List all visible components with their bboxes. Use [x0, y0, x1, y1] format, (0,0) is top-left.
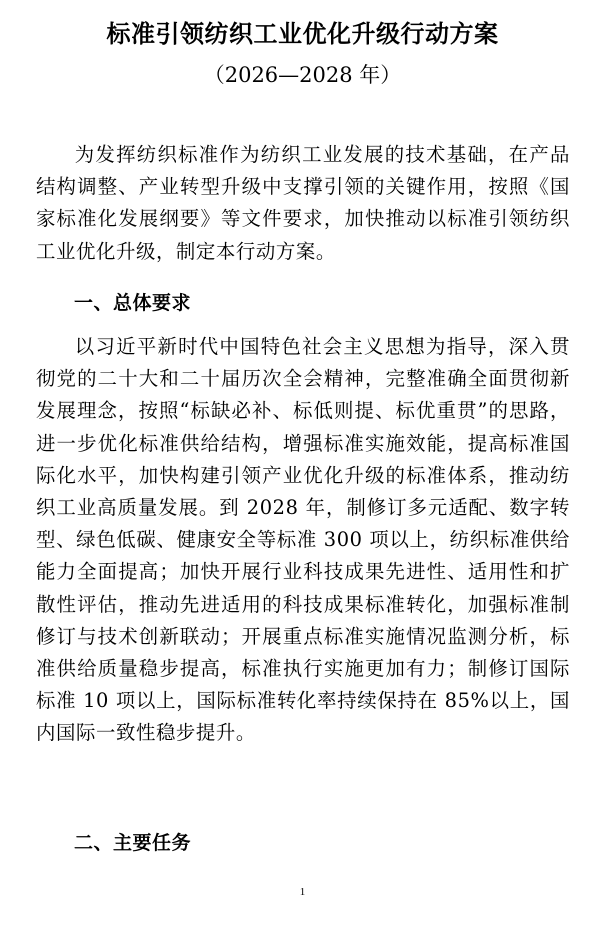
overall-requirements-paragraph: 以习近平新时代中国特色社会主义思想为指导，深入贯彻党的二十大和二十届历次全会精神，完整准确全面贯彻新发展理念，按照“标缺必补、标低则提、标优重贯”的思路，进一步优化标准供给结构，增强标准实施效能，提高标准国际化水平，加快构建引领产业优化升级的标准体系，推动纺织工业高质量发展。到 2028 年，制修订多元适配、数字转型、绿色低碳、健康安全等标准 300 项以上，纺织标准供给能力全面提高；加快开展行业科技成果先进性、适用性和扩散性评估，推动先进适用的科技成果标准转化，加强标准制修订与技术创新联动；开展重点标准实施情况监测分析，标准供给质量稳步提高，标准执行实施更加有力；制修订国际标准 10 项以上，国际标准转化率持续保持在 85%以上，国内国际一致性稳步提升。: [36, 335, 570, 745]
page-number: 1: [299, 886, 306, 898]
section-heading-main-tasks: 二、主要任务: [74, 832, 192, 854]
section-heading-overall-requirements: 一、总体要求: [74, 292, 192, 314]
document-subtitle: （2026—2028 年）: [203, 63, 402, 87]
document-title: 标准引领纺织工业优化升级行动方案: [106, 20, 499, 48]
intro-paragraph: 为发挥纺织标准作为纺织工业发展的技术基础，在产品结构调整、产业转型升级中支撑引领的关键作用，按照《国家标准化发展纲要》等文件要求，加快推动以标准引领纺织工业优化升级，制定本行动方案。: [36, 143, 570, 263]
